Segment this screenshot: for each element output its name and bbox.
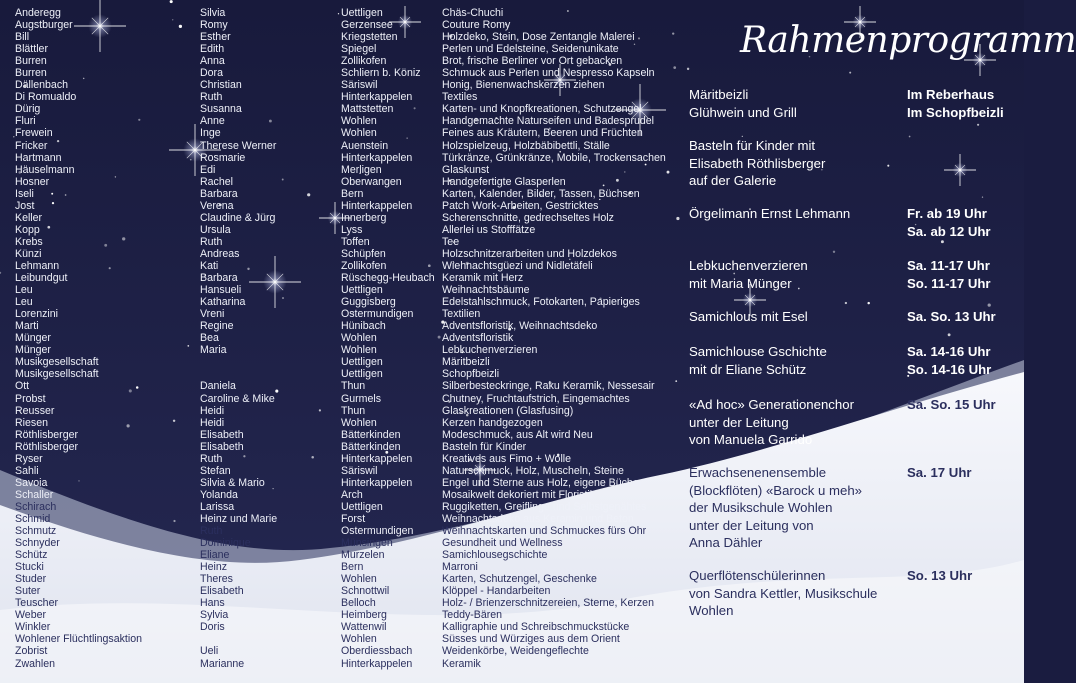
program-item-line: von Sandra Kettler, Musikschule	[689, 585, 878, 601]
exhibitor-product: Holz- / Brienzerschnitzereien, Sterne, Kerzen	[442, 597, 654, 610]
exhibitor-firstname: Hansueli	[200, 284, 242, 297]
exhibitor-surname: Di Romualdo	[15, 91, 77, 104]
exhibitor-place: Säriswil	[341, 464, 378, 477]
exhibitor-place: Wohlen	[341, 416, 377, 429]
exhibitor-surname: Leu	[15, 284, 33, 297]
exhibitor-surname: Suter	[15, 585, 41, 598]
exhibitor-product: Klöppel - Handarbeiten	[442, 585, 551, 598]
program-time-line: Sa. So. 15 Uhr	[907, 397, 996, 412]
exhibitor-surname: Burren	[15, 55, 47, 68]
exhibitor-product: Naturschmuck, Holz, Muscheln, Steine	[442, 464, 624, 477]
exhibitor-firstname: Silvia	[200, 7, 226, 19]
exhibitor-place: Gerzensee	[341, 19, 393, 32]
exhibitor-place: Arch	[341, 488, 363, 501]
exhibitor-product: Süsses und Würziges aus dem Orient	[442, 633, 620, 646]
exhibitor-place: Oberdiessbach	[341, 645, 413, 658]
star	[833, 251, 835, 253]
exhibitor-product: Patch Work-Arbeiten, Gestricktes	[442, 199, 599, 212]
program-title: Rahmenprogramm	[740, 20, 1076, 61]
exhibitor-firstname: Dora	[200, 67, 223, 80]
exhibitor-surname: Krebs	[15, 235, 43, 248]
exhibitor-place: Forst	[341, 512, 366, 525]
exhibitor-product: Weihnachtsdeko aus Keramin und Beton	[442, 512, 634, 525]
exhibitor-surname: Anderegg	[15, 7, 61, 19]
exhibitor-firstname: Inge	[200, 127, 221, 140]
exhibitor-place: Schliern b. Köniz	[341, 67, 421, 80]
exhibitor-surname: Augstburger	[15, 19, 73, 32]
exhibitor-firstname: Sylvia	[200, 609, 229, 622]
star	[909, 136, 911, 138]
exhibitor-place: Ostermundigen	[341, 525, 414, 538]
exhibitor-firstname: Susanna	[200, 103, 242, 116]
exhibitor-firstnames	[200, 7, 338, 670]
program-item	[689, 396, 996, 449]
exhibitor-surnames	[15, 7, 195, 670]
exhibitor-surname: Teuscher	[15, 597, 58, 610]
exhibitor-firstname: Elisabeth	[200, 428, 244, 441]
exhibitor-place: Uettligen	[341, 368, 383, 381]
exhibitor-product: Perlen und Edelsteine, Seidenunikate	[442, 43, 619, 56]
exhibitor-surname: Zobrist	[15, 645, 48, 658]
exhibitor-product: Märitbeizli	[442, 356, 490, 369]
program-item	[689, 205, 991, 239]
exhibitor-product: Feines aus Kräutern, Beeren und Früchten	[442, 127, 643, 140]
exhibitor-place: Uettligen	[341, 356, 383, 369]
exhibitor-surname: Fricker	[15, 139, 48, 152]
program-item-title	[689, 396, 854, 449]
star	[687, 68, 689, 70]
exhibitor-firstname: Maria	[200, 344, 227, 357]
exhibitor-place: Hinterkappelen	[341, 151, 413, 164]
program-item-title	[689, 205, 850, 223]
exhibitor-place: Münsingen	[341, 537, 393, 550]
exhibitor-surname: Wohlener Flüchtlingsaktion	[15, 633, 142, 646]
exhibitor-firstname	[200, 633, 338, 645]
program-time-line: Sa. 17 Uhr	[907, 465, 972, 480]
program-time-line: Sa. 14-16 Uhr	[907, 344, 991, 359]
program-item-time	[907, 567, 972, 585]
exhibitor-firstname: Claudine & Jürg	[200, 211, 276, 224]
exhibitor-firstname: Therese Werner	[200, 139, 277, 152]
program-item-line: mit Maria Münger	[689, 275, 792, 291]
exhibitor-surname: Leibundgut	[15, 272, 68, 285]
exhibitor-place: Uettligen	[341, 284, 383, 297]
exhibitor-surname: Leu	[15, 296, 33, 309]
exhibitor-surname: Frewein	[15, 127, 53, 140]
exhibitor-firstname: Anna	[200, 55, 225, 68]
exhibitor-place: Bätterkinden	[341, 440, 401, 453]
program-time-line: Sa. ab 12 Uhr	[907, 223, 991, 239]
exhibitor-product: Weihnachtskarten und Schmuckes fürs Ohr	[442, 525, 647, 538]
program-item-line: von Manuela Garrido	[689, 432, 813, 447]
exhibitor-surname: Sahli	[15, 464, 39, 477]
exhibitor-surname: Jost	[15, 199, 35, 212]
exhibitor-surname: Bill	[15, 31, 30, 44]
exhibitor-place: Wattenwil	[341, 621, 387, 634]
exhibitor-product: Chutney, Fruchtaufstrich, Eingemachtes	[442, 392, 630, 405]
exhibitor-place: Merligen	[341, 163, 382, 176]
exhibitor-surname: Winkler	[15, 621, 51, 634]
exhibitor-firstname: Regine	[200, 320, 234, 333]
exhibitor-product: Kreatives aus Fimo + Wolle	[442, 452, 572, 465]
exhibitor-place: Zollikofen	[341, 55, 387, 68]
exhibitor-firstname: Andreas	[200, 247, 240, 260]
star	[977, 124, 979, 126]
exhibitor-product: Honig, Bienenwachskerzen ziehen	[442, 79, 605, 92]
exhibitor-place: Spiegel	[341, 43, 377, 56]
exhibitor-surname: Zwahlen	[15, 657, 56, 670]
exhibitor-product: Basteln für Kinder	[442, 440, 527, 453]
exhibitor-place: Mattstetten	[341, 103, 394, 116]
exhibitor-product: Marroni	[442, 561, 478, 574]
exhibitor-firstname: Marianne	[200, 657, 245, 670]
exhibitor-firstname: Anne	[200, 115, 225, 128]
program-item	[689, 567, 973, 620]
exhibitor-product: Edelstahlschmuck, Fotokarten, Papieriges	[442, 296, 640, 309]
exhibitor-surname: Probst	[15, 392, 46, 405]
program-item-line: Wohlen	[689, 603, 734, 618]
exhibitor-firstname: Ueli	[200, 645, 219, 658]
exhibitor-place: Wohlen	[341, 344, 377, 357]
exhibitor-surname: Hosner	[15, 175, 50, 188]
program-item	[689, 137, 825, 190]
exhibitor-product: Wiehnachtsgüezi und Nidletäfeli	[442, 259, 593, 272]
exhibitor-product: Chäs-Chuchi	[442, 7, 504, 19]
exhibitor-surname: Münger	[15, 332, 51, 345]
program-time-line: Im Reberhaus	[907, 87, 995, 102]
exhibitor-product: Kalligraphie und Schreibschmuckstücke	[442, 621, 630, 634]
exhibitor-place: Bätterkinden	[341, 428, 401, 441]
exhibitor-surname: Künzi	[15, 247, 42, 260]
exhibitor-place: Ostermundigen	[341, 308, 414, 321]
program-item-line: Basteln für Kinder mit	[689, 138, 816, 153]
program-item-title	[689, 257, 808, 292]
exhibitor-firstname: Theres	[200, 573, 233, 586]
exhibitor-product: Holzschnitzerarbeiten und Holzdekos	[442, 247, 617, 260]
exhibitor-place: Wohlen	[341, 332, 377, 345]
exhibitor-place: Zollikofen	[341, 259, 387, 272]
program-item-title	[689, 137, 825, 190]
program-time-line: So. 13 Uhr	[907, 568, 973, 583]
exhibitor-firstname: Larissa	[200, 500, 235, 513]
exhibitor-product: Textilien	[442, 308, 481, 321]
exhibitor-firstname: Eliane	[200, 549, 230, 562]
program-item-line: (Blockflöten) «Barock u meh»	[689, 482, 862, 498]
program-item-line: Querflötenschülerinnen	[689, 568, 826, 583]
exhibitor-firstname: Heinz und Marie	[200, 512, 278, 525]
exhibitor-firstname: Doris	[200, 621, 225, 634]
exhibitor-product: Samichlousegschichte	[442, 549, 548, 562]
exhibitor-surname: Musikgesellschaft	[15, 356, 99, 369]
exhibitor-firstname: Christian	[200, 79, 242, 92]
exhibitor-product: Türkränze, Grünkränze, Mobile, Trockensachen	[442, 151, 666, 164]
exhibitor-product: Lebkuchenverzieren	[442, 344, 538, 357]
exhibitor-product: Keramik mit Herz	[442, 272, 524, 285]
program-time-line: Im Schopfbeizli	[907, 104, 1004, 120]
exhibitor-surname: Blättler	[15, 43, 48, 56]
program-time-line: Sa. 11-17 Uhr	[907, 258, 990, 273]
exhibitor-firstname: Heidi	[200, 404, 225, 417]
exhibitor-place: Murzelen	[341, 549, 385, 562]
exhibitor-surname: Keller	[15, 211, 43, 224]
exhibitor-place: Bern	[341, 561, 364, 574]
exhibitor-surname: Savoia	[15, 476, 48, 489]
exhibitor-place: Säriswil	[341, 79, 378, 92]
exhibitor-place: Thun	[341, 380, 366, 393]
program-item	[689, 86, 1004, 121]
program-item-line: «Ad hoc» Generationenchor	[689, 397, 854, 412]
exhibitor-product: Modeschmuck, aus Alt wird Neu	[442, 428, 593, 441]
program-item-line: Anna Dähler	[689, 535, 763, 550]
exhibitor-product: Weidenkörbe, Weidengeflechte	[442, 645, 589, 658]
exhibitor-product: Handgemachte Naturseifen und Badesprudel	[442, 115, 655, 128]
exhibitor-surname: Riesen	[15, 416, 48, 429]
exhibitor-surname: Schirach	[15, 500, 57, 513]
exhibitor-firstname: Edith	[200, 43, 225, 56]
program-item-line: Örgelimann Ernst Lehmann	[689, 206, 851, 221]
program-item-time	[907, 308, 996, 326]
exhibitor-firstname: Rosmarie	[200, 151, 246, 164]
program-item-time	[907, 86, 1004, 121]
program-item-line: Samichlouse Gschichte	[689, 344, 827, 359]
exhibitor-product: Karten, Schutzengel, Geschenke	[442, 573, 597, 586]
exhibitor-firstname: Barbara	[200, 187, 238, 200]
program-time-line: Fr. ab 19 Uhr	[907, 206, 987, 221]
program-item	[689, 464, 972, 552]
exhibitor-firstname: Ruth	[200, 525, 223, 538]
exhibitor-firstname: Elisabeth	[200, 585, 244, 598]
exhibitor-surname: Häuselmann	[15, 163, 75, 176]
exhibitor-surname: Marti	[15, 320, 39, 333]
program-item-time	[907, 205, 991, 240]
exhibitor-firstname: Stefan	[200, 464, 231, 477]
exhibitor-product: Schmuck aus Perlen und Nespresso Kapseln	[442, 67, 655, 80]
exhibitor-surname: Schmid	[15, 512, 51, 525]
program-item-line: Samichlous mit Esel	[689, 309, 808, 324]
exhibitor-firstname: Bea	[200, 332, 219, 345]
exhibitor-surname: Studer	[15, 573, 47, 586]
exhibitor-surname: Röthlisberger	[15, 440, 79, 453]
exhibitor-firstname: Hans	[200, 597, 225, 610]
exhibitor-place: Oberwangen	[341, 175, 402, 188]
program-time-line: So. 11-17 Uhr	[907, 275, 991, 291]
program-item-title	[689, 343, 827, 378]
program-item-line: Elisabeth Röthlisberger	[689, 155, 826, 171]
exhibitor-firstname: Silvia & Mario	[200, 476, 265, 489]
exhibitor-firstname: Kati	[200, 259, 219, 272]
exhibitor-place: Hinterkappelen	[341, 452, 413, 465]
exhibitor-place: Kriegstetten	[341, 31, 398, 44]
exhibitor-product: Scherenschnitte, gedrechseltes Holz	[442, 211, 614, 224]
exhibitor-place: Uettligen	[341, 7, 383, 19]
exhibitor-product: Karten, Kalender, Bilder, Tassen, Büchsen	[442, 187, 640, 200]
program-item-title	[689, 464, 862, 552]
exhibitor-place: Hünibach	[341, 320, 386, 333]
exhibitor-surname: Fluri	[15, 115, 36, 128]
exhibitor-place: Wohlen	[341, 573, 377, 586]
exhibitor-product: Holzspielzeug, Holzbäbibettli, Ställe	[442, 139, 610, 152]
exhibitor-surname: Dürig	[15, 103, 41, 116]
program-item-time	[907, 464, 972, 482]
exhibitor-surname: Schütz	[15, 549, 48, 562]
exhibitor-firstname: Barbara	[200, 272, 238, 285]
exhibitor-product: Tee	[442, 235, 460, 248]
exhibitor-surname: Münger	[15, 344, 51, 357]
star	[845, 302, 847, 304]
program-item-line: der Musikschule Wohlen	[689, 500, 833, 515]
exhibitor-product: Engel und Sterne aus Holz, eigene Bücher	[442, 476, 643, 489]
exhibitor-firstname: Heidi	[200, 416, 225, 429]
exhibitor-surname: Schnyder	[15, 537, 60, 550]
exhibitor-product: Gesundheit und Wellness	[442, 537, 563, 550]
exhibitor-product: Karten- und Knopfkreationen, Schutzengel	[442, 103, 642, 116]
exhibitor-firstname: Romy	[200, 19, 228, 32]
program-item-line: auf der Galerie	[689, 173, 777, 188]
exhibitor-places	[341, 7, 439, 670]
exhibitor-firstname: Yolanda	[200, 488, 238, 501]
exhibitor-surname: Weber	[15, 609, 47, 622]
exhibitor-surname: Stucki	[15, 561, 44, 574]
exhibitor-product: Brot, frische Berliner vor Ort gebacken	[442, 55, 623, 68]
exhibitor-product: Ruggiketten, Greiflinge und Selbstgenähtes	[442, 500, 647, 513]
exhibitor-place: Hinterkappelen	[341, 91, 413, 104]
exhibitor-surname: Iseli	[15, 187, 34, 200]
exhibitor-product: Weihnachtsbäume	[442, 284, 530, 297]
exhibitor-place: Bern	[341, 187, 364, 200]
exhibitor-firstname: Ruth	[200, 91, 223, 104]
exhibitor-place: Auenstein	[341, 139, 389, 152]
exhibitor-place: Hinterkappelen	[341, 199, 413, 212]
exhibitor-surname: Ott	[15, 380, 30, 393]
star	[941, 240, 944, 243]
exhibitor-product: Teddy-Bären	[442, 609, 503, 622]
program-item-line: unter der Leitung	[689, 414, 789, 430]
star	[170, 0, 173, 3]
exhibitor-firstname: Katharina	[200, 296, 246, 309]
exhibitor-product: Adventsfloristik	[442, 332, 514, 345]
exhibitor-firstname: Rachel	[200, 175, 233, 188]
exhibitor-place: Gurmels	[341, 392, 382, 405]
exhibitor-firstname	[200, 368, 338, 380]
program-item-line: Lebkuchenverzieren	[689, 258, 808, 273]
exhibitor-products	[442, 7, 682, 670]
exhibitor-product: Schopfbeizli	[442, 368, 500, 381]
program-item-line: Glühwein und Grill	[689, 104, 797, 120]
program-item-title	[689, 86, 797, 121]
exhibitor-firstname: Dominique	[200, 537, 251, 550]
program-time-line: So. 14-16 Uhr	[907, 361, 992, 377]
exhibitor-place: Innerberg	[341, 211, 387, 224]
exhibitor-product: Kerzen handgezogen	[442, 416, 543, 429]
exhibitor-place: Uettligen	[341, 500, 383, 513]
exhibitor-surname: Lorenzini	[15, 308, 58, 321]
exhibitor-product: Handgefertigte Glasperlen	[442, 175, 566, 188]
star	[849, 72, 851, 74]
program-item-line: Erwachsenenensemble	[689, 465, 827, 480]
program-item	[689, 257, 991, 292]
exhibitor-firstname: Ruth	[200, 452, 223, 465]
exhibitor-firstname: Elisabeth	[200, 440, 244, 453]
exhibitor-place: Heimberg	[341, 609, 387, 622]
exhibitor-place: Schüpfen	[341, 247, 386, 260]
exhibitor-product: Keramik	[442, 657, 481, 670]
star	[988, 303, 991, 306]
program-item-title	[689, 308, 808, 326]
program-item-line: mit dr Eliane Schütz	[689, 361, 807, 377]
exhibitor-surname: Reusser	[15, 404, 55, 417]
exhibitor-product: Couture Romy	[442, 19, 511, 32]
exhibitor-surname: Burren	[15, 67, 47, 80]
exhibitor-surname: Schaller	[15, 488, 54, 501]
exhibitor-surname: Ryser	[15, 452, 43, 465]
exhibitor-surname: Hartmann	[15, 151, 62, 164]
program-item-time	[907, 257, 991, 292]
program-item	[689, 308, 996, 326]
exhibitor-place: Wohlen	[341, 115, 377, 128]
program-item-line: unter der Leitung von	[689, 517, 814, 533]
exhibitor-firstname: Vreni	[200, 308, 225, 321]
program-item-line: Märitbeizli	[689, 87, 749, 102]
star	[887, 165, 889, 167]
program-time-line: Sa. So. 13 Uhr	[907, 309, 996, 324]
exhibitor-product: Holzdeko, Stein, Dose Zentangle Malerei	[442, 31, 635, 44]
exhibitor-product: Glaskunst	[442, 163, 490, 176]
exhibitor-product: Silberbesteckringe, Raku Keramik, Nessesair	[442, 380, 655, 393]
exhibitor-firstname: Edi	[200, 163, 216, 176]
program-item-title	[689, 567, 877, 620]
exhibitor-place: Guggisberg	[341, 296, 396, 309]
exhibitor-product: Textiles	[442, 91, 478, 104]
exhibitor-product: Allerlei us Stofffätze	[442, 223, 536, 236]
exhibitor-firstname: Ruth	[200, 235, 223, 248]
exhibitor-surname: Lehmann	[15, 259, 60, 272]
exhibitor-place: Wohlen	[341, 633, 377, 646]
exhibitor-place: Toffen	[341, 235, 370, 248]
exhibitor-surname: Kopp	[15, 223, 40, 236]
exhibitor-product: Glaskreationen (Glasfusing)	[442, 404, 574, 417]
exhibitor-place: Rüschegg-Heubach	[341, 272, 435, 285]
program-item	[689, 343, 992, 378]
exhibitor-firstname: Heinz	[200, 561, 228, 574]
star	[948, 333, 951, 336]
exhibitor-place: Wohlen	[341, 127, 377, 140]
exhibitor-place: Hinterkappelen	[341, 476, 413, 489]
star	[982, 196, 983, 197]
exhibitor-surname: Musikgesellschaft	[15, 368, 99, 381]
exhibitor-firstname: Ursula	[200, 223, 231, 236]
exhibitor-place: Belloch	[341, 597, 376, 610]
exhibitor-product: Adventsfloristik, Weihnachtsdeko	[442, 320, 598, 333]
exhibitor-place: Hinterkappelen	[341, 657, 413, 670]
program-item-time	[907, 396, 996, 414]
exhibitor-firstname: Daniela	[200, 380, 236, 393]
star	[338, 13, 339, 14]
exhibitor-firstname: Esther	[200, 31, 231, 44]
exhibitor-firstname: Verena	[200, 199, 234, 212]
exhibitor-place: Lyss	[341, 223, 363, 236]
exhibitor-surname: Schmutz	[15, 525, 57, 538]
program-item-time	[907, 343, 991, 378]
exhibitor-product: Mosaikwelt dekoriert mit Floristik	[442, 488, 596, 501]
exhibitor-surname: Dällenbach	[15, 79, 69, 92]
exhibitor-firstname: Caroline & Mike	[200, 392, 275, 405]
exhibitor-surname: Röthlisberger	[15, 428, 79, 441]
exhibitor-place: Schnottwil	[341, 585, 390, 598]
exhibitor-firstname	[200, 356, 338, 368]
star	[867, 302, 869, 304]
exhibitor-place: Thun	[341, 404, 366, 417]
